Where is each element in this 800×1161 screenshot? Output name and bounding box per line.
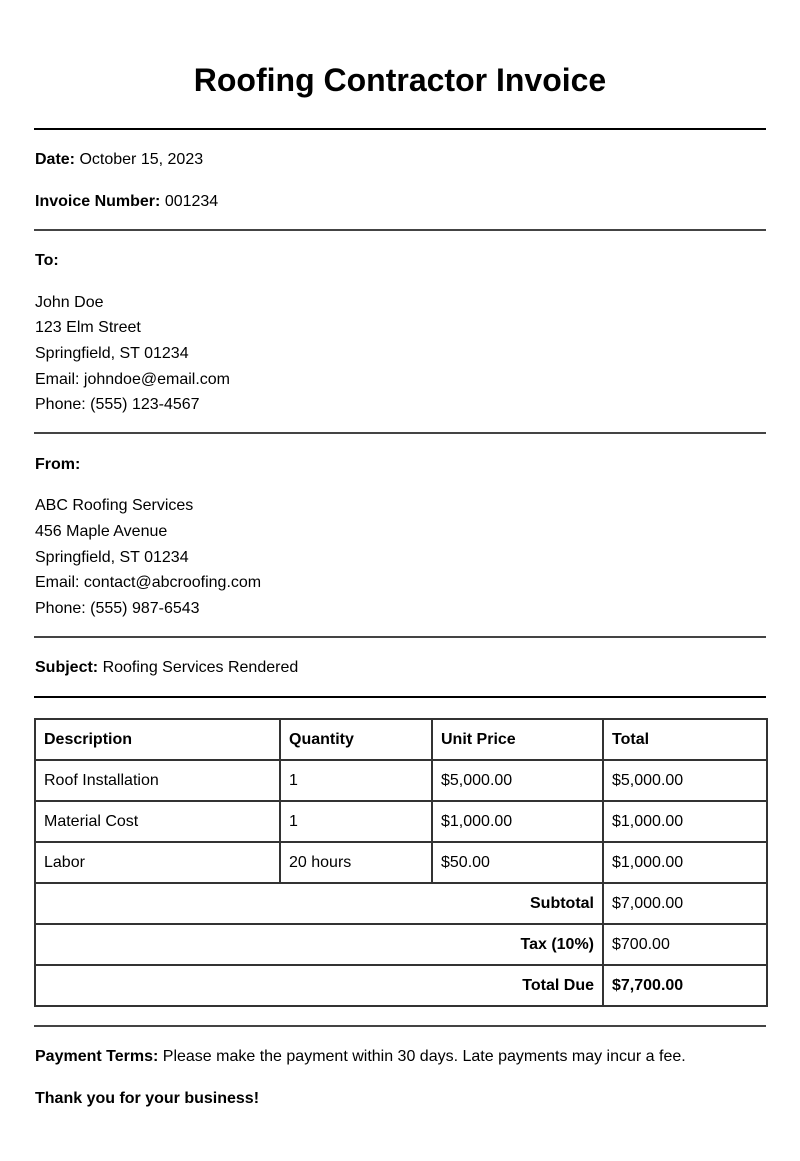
cell-total: $5,000.00 [603,760,767,801]
tax-label: Tax (10%) [35,924,603,965]
subtotal-row [35,883,767,924]
cell-quantity: 1 [280,801,432,842]
cell-unit-price: $50.00 [432,842,603,883]
cell-unit-price: $1,000.00 [432,801,603,842]
cell-total: $1,000.00 [603,842,767,883]
from-phone: Phone: (555) 987-6543 [35,600,200,617]
date-line [35,150,203,170]
subtotal-label: Subtotal [35,883,603,924]
divider [34,636,766,638]
table-row [35,801,767,842]
cell-description: Labor [35,842,280,883]
cell-quantity: 1 [280,760,432,801]
divider [34,128,766,130]
cell-total: $1,000.00 [603,801,767,842]
tax-row [35,924,767,965]
line-items-table [34,718,768,1007]
column-header: Description [35,719,280,760]
subject-label: Subject: [35,659,99,676]
invoice-number-line [35,192,218,212]
cell-unit-price: $5,000.00 [432,760,603,801]
subject-line [35,658,298,678]
thank-you-text: Thank you for your business! [35,1090,260,1107]
to-city: Springfield, ST 01234 [35,345,189,362]
to-label: To: [35,252,59,269]
cell-description: Roof Installation [35,760,280,801]
total-due-row [35,965,767,1006]
total-due-value: $7,700.00 [603,965,767,1006]
to-label-line [35,251,59,271]
subject-value: Roofing Services Rendered [102,659,299,676]
cell-description: Material Cost [35,801,280,842]
column-header: Unit Price [432,719,603,760]
divider [34,432,766,434]
to-name: John Doe [35,294,104,311]
invoice-number-label: Invoice Number: [35,193,161,210]
from-label: From: [35,456,81,473]
divider [34,1025,766,1027]
cell-quantity: 20 hours [280,842,432,883]
from-label-line [35,455,80,475]
divider [34,696,766,698]
from-city: Springfield, ST 01234 [35,549,189,566]
payment-terms-line [35,1047,686,1067]
to-phone: Phone: (555) 123-4567 [35,396,200,413]
payment-terms-value: Please make the payment within 30 days. Late payments may incur a fee. [162,1048,686,1065]
to-email: Email: johndoe@email.com [35,371,230,388]
column-header: Total [603,719,767,760]
column-header: Quantity [280,719,432,760]
tax-value: $700.00 [603,924,767,965]
payment-terms-label: Payment Terms: [35,1048,159,1065]
date-label: Date: [35,151,76,168]
subtotal-value: $7,000.00 [603,883,767,924]
from-email: Email: contact@abcroofing.com [35,574,262,591]
table-row [35,760,767,801]
total-due-label: Total Due [35,965,603,1006]
from-name: ABC Roofing Services [35,497,194,514]
from-street: 456 Maple Avenue [35,523,168,540]
page-title: Roofing Contractor Invoice [193,62,607,98]
invoice-number-value: 001234 [164,193,219,210]
to-street: 123 Elm Street [35,319,141,336]
divider [34,229,766,231]
table-row [35,842,767,883]
thank-you-line [35,1089,259,1109]
table-header-row [35,719,767,760]
date-value: October 15, 2023 [79,151,204,168]
